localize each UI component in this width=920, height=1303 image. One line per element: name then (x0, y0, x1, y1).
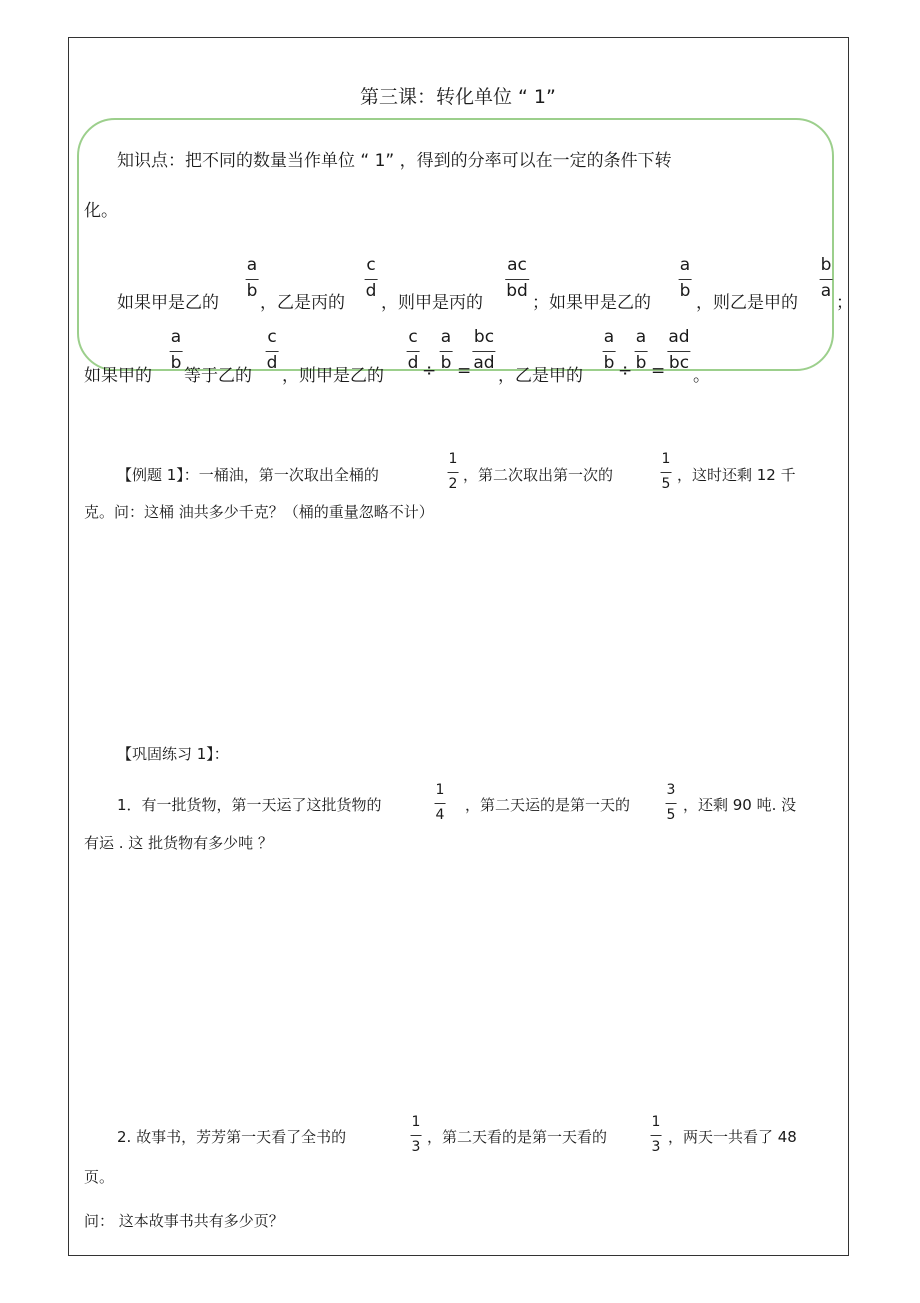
division-sign: ÷ (618, 361, 633, 381)
numerator: a (170, 327, 182, 347)
formula2-text-3: ，则甲是乙的 (282, 366, 384, 386)
formula1-text-1: 如果甲是乙的 (117, 293, 219, 313)
problem1-fraction-2 (666, 783, 677, 822)
numerator: 1 (661, 451, 671, 467)
formula1-fraction-2 (365, 257, 378, 300)
problem1-fraction-1 (435, 783, 446, 822)
problem2-line-2: 页。 (84, 1168, 115, 1186)
formula2-text-2: 等于乙的 (184, 366, 252, 386)
problem2-text-3: ，两天一共看了 48 (668, 1128, 797, 1146)
denominator: b (246, 281, 258, 301)
knowledge-line-1: 知识点：把不同的数量当作单位 “ 1” ，得到的分率可以在一定的条件下转 (117, 151, 672, 171)
formula1-text-2: ，乙是丙的 (260, 293, 345, 313)
formula1-fraction-1 (246, 257, 259, 300)
denominator: 2 (448, 476, 458, 492)
denominator: a (820, 281, 832, 301)
numerator: a (635, 327, 647, 347)
denominator: 5 (666, 807, 676, 823)
formula1-fraction-4 (679, 257, 692, 300)
problem1-text-3: ，还剩 90 吨. 没 (683, 796, 797, 814)
numerator: bc (473, 327, 495, 347)
equals-sign: = (651, 361, 666, 381)
page-title: 第三课：转化单位 “ 1” (360, 86, 556, 108)
formula2-fraction-4 (440, 329, 453, 372)
example1-text-3: ，这时还剩 12 千 (677, 466, 796, 484)
denominator: d (365, 281, 377, 301)
numerator: 1 (448, 451, 458, 467)
numerator: 1 (411, 1114, 421, 1130)
practice-heading: 【巩固练习 1】： (117, 745, 229, 763)
numerator: 1 (435, 782, 445, 798)
problem2-text-1: 2. 故事书，芳芳第一天看了全书的 (117, 1128, 347, 1146)
numerator: 3 (666, 782, 676, 798)
example1-text-1: 【例题 1】：一桶油，第一次取出全桶的 (117, 466, 379, 484)
numerator: a (246, 255, 258, 275)
formula1-text-4: ；如果甲是乙的 (532, 293, 651, 313)
problem2-line-3: 问： 这本故事书共有多少页？ (84, 1212, 284, 1230)
formula2-text-1: 如果甲的 (84, 366, 152, 386)
numerator: a (603, 327, 615, 347)
denominator: b (440, 353, 452, 373)
problem2-fraction-2 (651, 1115, 662, 1154)
numerator: c (366, 255, 376, 275)
problem1-line-2: 有运 . 这 批货物有多少吨 ？ (84, 834, 273, 852)
numerator: a (440, 327, 452, 347)
numerator: a (679, 255, 691, 275)
denominator: d (407, 353, 419, 373)
denominator: 5 (661, 476, 671, 492)
knowledge-line-2: 化。 (84, 201, 118, 221)
formula2-fraction-7 (635, 329, 648, 372)
numerator: c (408, 327, 418, 347)
denominator: b (170, 353, 182, 373)
formula2-fraction-6 (603, 329, 616, 372)
formula2-fraction-5 (472, 329, 495, 372)
numerator: 1 (651, 1114, 661, 1130)
problem2-text-2: ，第二天看的是第一天看的 (427, 1128, 608, 1146)
equals-sign: = (457, 361, 472, 381)
formula2-fraction-8 (667, 329, 690, 372)
formula2-text-5: 。 (693, 366, 710, 386)
problem1-text-1: 1．有一批货物，第一天运了这批货物的 (117, 796, 382, 814)
numerator: b (820, 255, 832, 275)
problem2-fraction-1 (411, 1115, 422, 1154)
denominator: d (266, 353, 278, 373)
example1-fraction-1 (448, 452, 459, 491)
example1-text-2: ，第二次取出第一次的 (463, 466, 614, 484)
formula2-fraction-3 (407, 329, 420, 372)
formula2-fraction-2 (266, 329, 279, 372)
denominator: ad (473, 353, 495, 373)
denominator: b (679, 281, 691, 301)
formula1-text-6: ； (836, 293, 853, 313)
formula2-text-4: ，乙是甲的 (498, 366, 583, 386)
denominator: 3 (411, 1139, 421, 1155)
numerator: ac (507, 255, 527, 275)
division-sign: ÷ (422, 361, 437, 381)
numerator: ad (668, 327, 690, 347)
formula1-fraction-3 (505, 257, 529, 300)
denominator: 4 (435, 807, 445, 823)
formula1-text-3: ，则甲是丙的 (381, 293, 483, 313)
formula1-fraction-5 (820, 257, 833, 300)
example1-line-2: 克。问：这桶 油共多少千克？（桶的重量忽略不计） (84, 503, 434, 521)
denominator: bd (506, 281, 528, 301)
example1-fraction-2 (661, 452, 672, 491)
problem1-text-2: ，第二天运的是第一天的 (465, 796, 631, 814)
formula2-fraction-1 (170, 329, 183, 372)
denominator: b (635, 353, 647, 373)
denominator: b (603, 353, 615, 373)
denominator: bc (668, 353, 690, 373)
numerator: c (267, 327, 277, 347)
formula1-text-5: ，则乙是甲的 (696, 293, 798, 313)
denominator: 3 (651, 1139, 661, 1155)
